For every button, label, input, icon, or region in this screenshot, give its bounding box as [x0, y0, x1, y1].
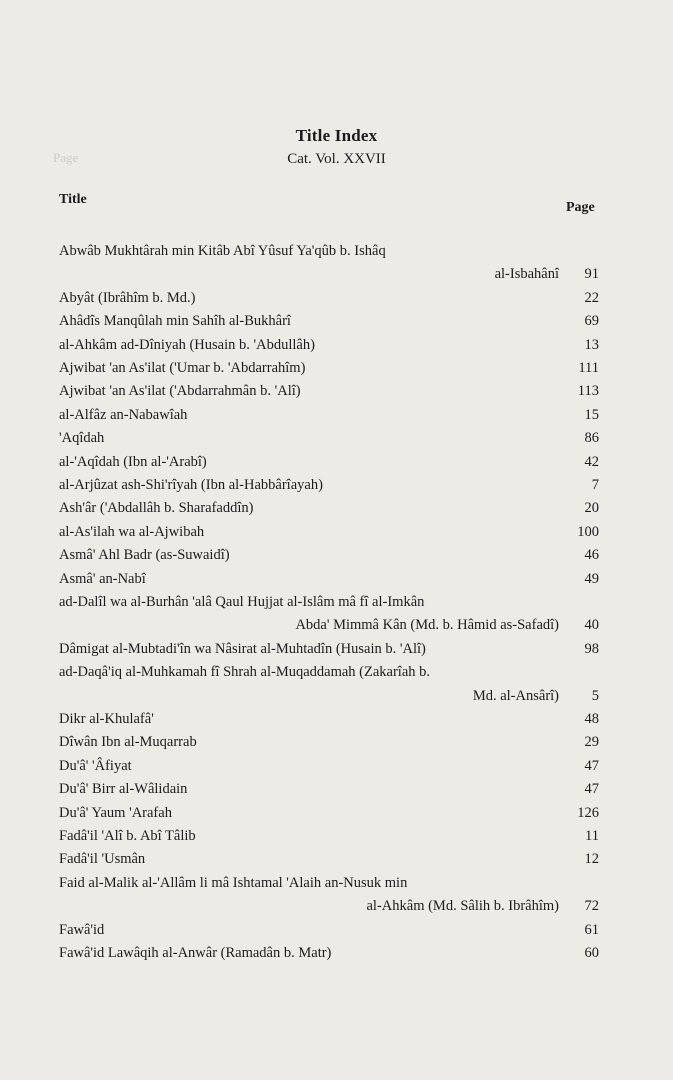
entry-page-number: 46 — [584, 547, 599, 564]
index-entry — [59, 380, 599, 402]
entry-title: Du'â' 'Âfiyat — [59, 757, 132, 774]
index-entry — [59, 919, 599, 941]
index-entry — [59, 451, 599, 473]
entry-continuation — [59, 614, 599, 636]
entry-page-number: 15 — [584, 406, 599, 423]
entry-page-number: 47 — [584, 781, 599, 798]
index-entry — [59, 427, 599, 449]
entry-page-number: 42 — [584, 453, 599, 470]
entry-continuation — [59, 895, 599, 917]
index-entry — [59, 638, 599, 660]
catalog-volume: Cat. Vol. XXVII — [287, 151, 386, 167]
index-entry — [59, 848, 599, 870]
index-entry — [59, 287, 599, 309]
entry-continuation-text: al-Ahkâm (Md. Sâlih b. Ibrâhîm) — [366, 898, 559, 915]
entry-title: Du'â' Birr al-Wâlidain — [59, 781, 188, 798]
entry-title: ad-Daqâ'iq al-Muhkamah fî Shrah al-Muqaddamah (Zakarîah b. — [59, 664, 431, 681]
entry-continuation-text: Abda' Mimmâ Kân (Md. b. Hâmid as-Safadî) — [295, 617, 559, 634]
entry-title: al-Alfâz an-Nabawîah — [59, 406, 188, 423]
entry-page-number: 20 — [584, 500, 599, 517]
entry-page-number: 22 — [584, 289, 599, 306]
entry-title: al-As'ilah wa al-Ajwibah — [59, 523, 205, 540]
entry-title: Ajwibat 'an As'ilat ('Umar b. 'Abdarrahîm) — [59, 360, 306, 376]
index-entry — [59, 661, 599, 683]
column-header-page: Page — [566, 200, 595, 215]
entry-continuation-text: Md. al-Ansârî) — [472, 687, 559, 704]
index-entry — [59, 942, 599, 964]
entry-page-number: 126 — [577, 804, 599, 821]
entry-title: Fadâ'il 'Usmân — [59, 851, 146, 868]
entry-title: Du'â' Yaum 'Arafah — [59, 804, 172, 821]
index-entry — [59, 357, 599, 379]
entry-continuation — [59, 685, 599, 707]
entry-title: Asmâ' an-Nabî — [59, 570, 146, 587]
index-entry — [59, 521, 599, 543]
index-entry — [59, 544, 599, 566]
entry-page-number: 60 — [584, 945, 599, 961]
index-entry — [59, 474, 599, 496]
index-entry — [59, 240, 599, 262]
bleed-through-page-label: Page — [53, 150, 79, 165]
entry-title: Fadâ'il 'Alî b. Abî Tâlib — [59, 828, 196, 844]
entry-page-number: 86 — [584, 430, 599, 447]
entry-page-number: 98 — [584, 640, 599, 657]
entry-title: Dikr al-Khulafâ' — [59, 711, 154, 727]
entry-title: al-Arjûzat ash-Shi'rîyah (Ibn al-Habbârîayah) — [59, 477, 323, 493]
index-entry — [59, 778, 599, 800]
entry-title: Dîwân Ibn al-Muqarrab — [59, 734, 197, 751]
entry-title: Abwâb Mukhtârah min Kitâb Abî Yûsuf Ya'qûb b. Ishâq — [59, 243, 386, 259]
entry-page-number: 5 — [591, 687, 599, 704]
entry-page-number: 111 — [578, 360, 599, 376]
entry-title: Fawâ'id Lawâqih al-Anwâr (Ramadân b. Matr) — [59, 945, 332, 961]
index-entry — [59, 802, 599, 824]
entry-continuation — [59, 263, 599, 285]
entry-title: Abyât (Ibrâhîm b. Md.) — [59, 289, 196, 306]
entry-page-number: 72 — [584, 898, 599, 915]
entry-title: Fawâ'id — [59, 921, 105, 938]
entry-title: Ash'âr ('Abdallâh b. Sharafaddîn) — [59, 500, 254, 517]
index-entry — [59, 591, 599, 613]
entry-page-number: 47 — [584, 757, 599, 774]
entry-page-number: 13 — [584, 336, 599, 353]
entry-page-number: 12 — [584, 851, 599, 868]
index-entry — [59, 825, 599, 847]
entry-page-number: 48 — [584, 711, 599, 727]
index-entry — [59, 568, 599, 590]
index-entry — [59, 404, 599, 426]
column-header-title: Title — [59, 192, 87, 207]
entry-page-number: 100 — [577, 523, 599, 540]
entry-title: al-'Aqîdah (Ibn al-'Arabî) — [59, 453, 207, 470]
entry-title: Ajwibat 'an As'ilat ('Abdarrahmân b. 'Alî) — [59, 383, 301, 400]
entry-title: Dâmigat al-Mubtadi'în wa Nâsirat al-Muhtadîn (Husain b. 'Alî) — [59, 640, 426, 657]
index-entry — [59, 731, 599, 753]
entry-page-number: 49 — [584, 570, 599, 587]
entry-title: ad-Dalîl wa al-Burhân 'alâ Qaul Hujjat al-Islâm mâ fî al-Imkân — [59, 594, 425, 610]
entry-page-number: 69 — [584, 313, 599, 330]
index-entry — [59, 497, 599, 519]
index-entry — [59, 755, 599, 777]
page-title: Title Index — [295, 126, 378, 145]
index-entry — [59, 334, 599, 356]
index-entry — [59, 310, 599, 332]
index-entry — [59, 872, 599, 894]
index-entry — [59, 708, 599, 730]
entry-page-number: 11 — [585, 828, 599, 844]
entry-title: 'Aqîdah — [59, 430, 105, 447]
entry-page-number: 61 — [584, 921, 599, 938]
entry-title: al-Ahkâm ad-Dîniyah (Husain b. 'Abdullâh) — [59, 336, 315, 353]
entry-continuation-text: al-Isbahânî — [494, 266, 559, 283]
entry-title: Ahâdîs Manqûlah min Sahîh al-Bukhârî — [59, 313, 291, 330]
entry-page-number: 113 — [577, 383, 599, 400]
entry-page-number: 91 — [584, 266, 599, 283]
entry-page-number: 29 — [584, 734, 599, 751]
entry-title: Asmâ' Ahl Badr (as-Suwaidî) — [59, 547, 230, 564]
entry-page-number: 7 — [591, 477, 599, 493]
entry-page-number: 40 — [584, 617, 599, 634]
entry-title: Faid al-Malik al-'Allâm li mâ Ishtamal 'Alaih an-Nusuk min — [59, 874, 408, 891]
